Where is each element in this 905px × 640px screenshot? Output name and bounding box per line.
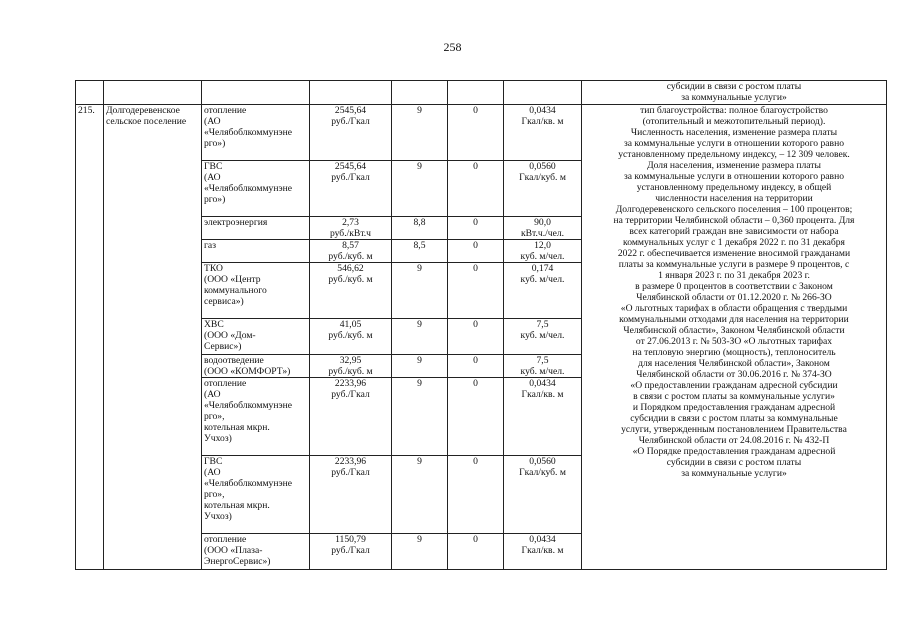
tariff-value: 2233,96	[334, 456, 367, 467]
change-2022: 9	[392, 534, 448, 570]
tariff-cell	[310, 456, 392, 534]
description-line: коммунальными отходами для населения на территории	[619, 314, 849, 325]
service-name: ТКО (ООО «Центр коммунального сервиса»)	[202, 263, 310, 319]
description-line: тип благоустройства: полное благоустройство	[640, 105, 828, 116]
tariff-value: 2,73	[342, 217, 359, 228]
change-2022: 9	[392, 378, 448, 456]
tariff-value: 41,05	[339, 319, 362, 330]
cell-empty	[76, 81, 104, 105]
description-line: субсидии в связи с ростом платы за коммунальные	[630, 413, 838, 424]
norm-unit: Гкал/кв. м	[521, 389, 564, 400]
cell-empty	[392, 81, 448, 105]
cell-empty	[310, 81, 392, 105]
description-line: коммунальных услуг с 1 декабря 2022 г. по 31 декабря	[623, 237, 845, 248]
norm-unit: кВт.ч./чел.	[520, 228, 565, 239]
service-name: электроэнергия	[202, 217, 310, 240]
change-2022: 9	[392, 456, 448, 534]
tariff-table	[75, 80, 887, 570]
change-2022: 9	[392, 105, 448, 161]
description-line: в размере 0 процентов в соответствии с Законом	[635, 281, 833, 292]
description-line: установленному предельному индексу, – 12 309 человек.	[618, 149, 850, 160]
row-number: 215.	[76, 105, 104, 570]
change-2023: 0	[448, 456, 504, 534]
tariff-unit: руб./куб. м	[328, 330, 373, 341]
change-2022: 9	[392, 319, 448, 355]
service-name: газ	[202, 240, 310, 263]
service-name: отопление (АО «Челябоблкоммунэне рго», котельная мкрн. Учхоз)	[202, 378, 310, 456]
norm-cell	[504, 161, 582, 217]
description-line: для населения Челябинской области», Законом	[638, 358, 830, 369]
description-line: «О Порядке предоставления гражданам адресной	[632, 446, 836, 457]
table-row	[76, 105, 887, 161]
change-2023: 0	[448, 105, 504, 161]
description-line: «О льготных тарифах в области обращения с твердыми	[620, 303, 848, 314]
norm-value: 90,0	[534, 217, 551, 228]
tariff-cell	[310, 319, 392, 355]
description-line: Челябинской области от 30.06.2016 г. № 374-ЗО	[636, 369, 832, 380]
service-name: ГВС (АО «Челябоблкоммунэне рго»)	[202, 161, 310, 217]
tariff-value: 1150,79	[335, 534, 366, 545]
norm-cell	[504, 240, 582, 263]
tariff-unit: руб./кВт.ч	[329, 228, 372, 239]
table-row-continuation	[76, 81, 887, 105]
norm-unit: Гкал/куб. м	[519, 467, 566, 478]
tariff-value: 2233,96	[334, 378, 367, 389]
norm-unit: куб. м/чел.	[520, 366, 565, 377]
norm-value: 7,5	[536, 355, 549, 366]
description-line: от 27.06.2013 г. № 503-ЗО «О льготных тарифах	[635, 336, 833, 347]
description-line: всех категорий граждан вне зависимости от набора	[629, 226, 839, 237]
norm-value: 0,0434	[529, 105, 556, 116]
continuation-line: субсидии в связи с ростом платы	[666, 81, 802, 92]
norm-unit: Гкал/кв. м	[521, 116, 564, 127]
description-line: Челябинской области от 24.08.2016 г. № 432-П	[638, 435, 830, 446]
service-name: ХВС (ООО «Дом- Сервис»)	[202, 319, 310, 355]
description-line: и Порядком предоставления гражданам адресной	[632, 402, 836, 413]
tariff-cell	[310, 217, 392, 240]
tariff-cell	[310, 240, 392, 263]
norm-cell	[504, 456, 582, 534]
change-2023: 0	[448, 355, 504, 378]
tariff-unit: руб./Гкал	[331, 172, 370, 183]
norm-cell	[504, 263, 582, 319]
norm-value: 0,0434	[529, 378, 556, 389]
norm-value: 12,0	[534, 240, 551, 251]
change-2023: 0	[448, 217, 504, 240]
service-name: отопление (АО «Челябоблкоммунэне рго»)	[202, 105, 310, 161]
page-number: 258	[443, 40, 462, 54]
tariff-unit: руб./Гкал	[331, 467, 370, 478]
tariff-unit: руб./Гкал	[331, 545, 370, 556]
description-line: Челябинской области», Законом Челябинской области	[623, 325, 845, 336]
norm-value: 0,0434	[529, 534, 556, 545]
tariff-cell	[310, 378, 392, 456]
change-2022: 9	[392, 263, 448, 319]
norm-unit: Гкал/кв. м	[521, 545, 564, 556]
tariff-value: 2545,64	[334, 161, 367, 172]
description-line: (отопительный и межотопительный период).	[642, 116, 826, 127]
description-line: услуги, утвержденным постановлением Правительства	[621, 424, 847, 435]
tariff-value: 32,95	[339, 355, 362, 366]
norm-cell	[504, 105, 582, 161]
change-2023: 0	[448, 534, 504, 570]
tariff-unit: руб./куб. м	[328, 251, 373, 262]
cell-continuation-text	[582, 81, 887, 105]
tariff-cell	[310, 161, 392, 217]
norm-cell	[504, 319, 582, 355]
change-2023: 0	[448, 161, 504, 217]
tariff-cell	[310, 105, 392, 161]
cell-empty	[104, 81, 202, 105]
norm-unit: куб. м/чел.	[520, 330, 565, 341]
municipality-name: Долгодеревенское сельское поселение	[104, 105, 202, 570]
description-line: «О предоставлении гражданам адресной субсидии	[630, 380, 838, 391]
norm-value: 7,5	[536, 319, 549, 330]
service-name: ГВС (АО «Челябоблкоммунэне рго», котельная мкрн. Учхоз)	[202, 456, 310, 534]
change-2023: 0	[448, 240, 504, 263]
description-line: 1 января 2023 г. по 31 декабря 2023 г.	[658, 270, 810, 281]
description-line: Численность населения, изменение размера платы	[630, 127, 838, 138]
norm-value: 0,174	[531, 263, 554, 274]
description-line: платы за коммунальные услуги в размере 9 процентов, с	[618, 259, 850, 270]
tariff-cell	[310, 263, 392, 319]
cell-empty	[202, 81, 310, 105]
norm-cell	[504, 217, 582, 240]
description-line: на территории Челябинской области – 0,360 процента. Для	[613, 215, 855, 226]
norm-cell	[504, 534, 582, 570]
description-line: за коммунальные услуги в отношении которого равно	[623, 171, 845, 182]
norm-unit: куб. м/чел.	[520, 274, 565, 285]
description-line: численности населения на территории	[655, 193, 813, 204]
norm-cell	[504, 355, 582, 378]
tariff-value: 2545,64	[334, 105, 367, 116]
description-line: субсидии в связи с ростом платы	[666, 457, 802, 468]
description-line: Челябинской области от 01.12.2020 г. № 266-ЗО	[636, 292, 832, 303]
tariff-cell	[310, 534, 392, 570]
change-2023: 0	[448, 319, 504, 355]
tariff-value: 8,57	[342, 240, 359, 251]
continuation-line: за коммунальные услуги»	[681, 92, 787, 103]
norm-unit: Гкал/куб. м	[519, 172, 566, 183]
norm-value: 0,0560	[529, 161, 556, 172]
description-line: за коммунальные услуги в отношении которого равно	[623, 138, 845, 149]
description-line: установленному предельному индексу, в общей	[636, 182, 832, 193]
service-name: отопление (ООО «Плаза- ЭнергоСервис»)	[202, 534, 310, 570]
tariff-unit: руб./Гкал	[331, 389, 370, 400]
description-line: на тепловую энергию (мощность), теплоноситель	[632, 347, 836, 358]
cell-empty	[504, 81, 582, 105]
tariff-unit: руб./Гкал	[331, 116, 370, 127]
description-cell	[582, 105, 887, 570]
norm-value: 0,0560	[529, 456, 556, 467]
tariff-cell	[310, 355, 392, 378]
description-line: Долгодеревенского сельского поселения – 100 процентов;	[615, 204, 853, 215]
change-2023: 0	[448, 378, 504, 456]
description-line: Доля населения, изменение размера платы	[647, 160, 821, 171]
change-2022: 9	[392, 161, 448, 217]
change-2022: 8,8	[392, 217, 448, 240]
change-2022: 8,5	[392, 240, 448, 263]
service-name: водоотведение (ООО «КОМФОРТ»)	[202, 355, 310, 378]
norm-unit: куб. м/чел.	[520, 251, 565, 262]
tariff-unit: руб./куб. м	[328, 274, 373, 285]
tariff-unit: руб./куб. м	[328, 366, 373, 377]
change-2022: 9	[392, 355, 448, 378]
norm-cell	[504, 378, 582, 456]
change-2023: 0	[448, 263, 504, 319]
description-line: за коммунальные услуги»	[681, 468, 787, 479]
description-line: в связи с ростом платы за коммунальные услуги»	[633, 391, 835, 402]
description-line: 2022 г. обеспечивается изменение вносимой гражданами	[617, 248, 851, 259]
tariff-value: 546,62	[337, 263, 364, 274]
cell-empty	[448, 81, 504, 105]
